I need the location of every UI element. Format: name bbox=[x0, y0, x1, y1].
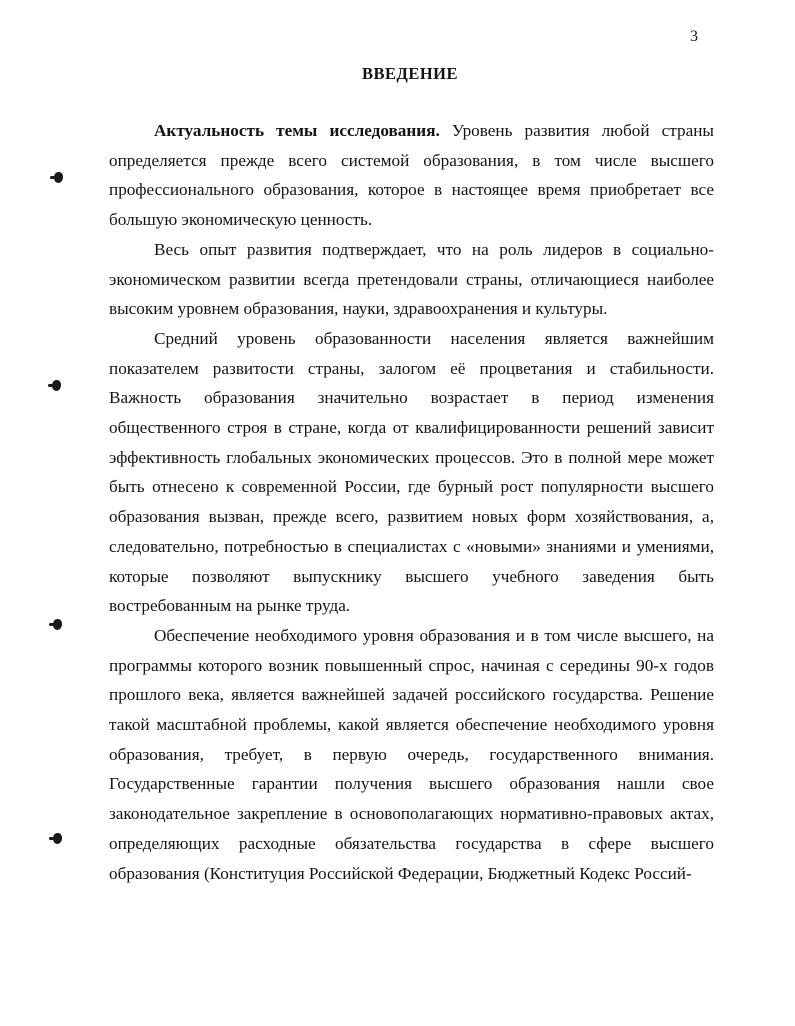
paragraph-1 bbox=[109, 116, 714, 235]
punch-hole-mark bbox=[53, 833, 62, 844]
paragraph-3 bbox=[109, 324, 714, 621]
section-heading: ВВЕДЕНИЕ bbox=[361, 64, 459, 83]
paragraph-lead: Актуальность темы исследования. bbox=[154, 121, 440, 140]
paragraph-2 bbox=[109, 235, 714, 324]
body-text bbox=[109, 116, 714, 888]
punch-hole-mark bbox=[52, 380, 61, 391]
page-number: 3 bbox=[690, 28, 698, 45]
paragraph-text: Обеспечение необходимого уровня образования и в том числе высшего, на программы которого возник повышенный спрос, начиная с середины 90-х годов прошлого века, является важнейшей задачей российского государства. Решение такой масштабной проблемы, какой является обеспечение необходимого уровня образования, требует, в первую очередь, государственного внимания. Государственные гарантии получения высшего образования нашли свое законодательное закрепление в основополагающих нормативно-правовых актах, определяющих расходные обязательства государства в сфере высшего образования (Конституция Российской Федерации, Бюджетный Кодекс Россий- bbox=[109, 625, 714, 883]
paragraph-text: Весь опыт развития подтверждает, что на роль лидеров в социально-экономическом развитии всегда претендовали страны, отличающиеся наиболее высоким уровнем образования, науки, здравоохранения и культуры. bbox=[109, 239, 714, 319]
paragraph-text: Средний уровень образованности населения является важнейшим показателем развитости страны, залогом её процветания и стабильности. Важность образования значительно возрастает в период изменения общественного строя в стране, когда от квалифицированности решений зависит эффективность глобальных экономических процессов. Это в полной мере может быть отнесено к современной России, где бурный рост популярности высшего образования вызван, прежде всего, развитием новых форм хозяйствования, а, следовательно, потребностью в специалистах с «новыми» знаниями и умениями, которые позволяют выпускнику высшего учебного заведения быть востребованным на рынке труда. bbox=[109, 328, 714, 616]
punch-hole-mark bbox=[53, 619, 62, 630]
punch-hole-mark bbox=[54, 172, 63, 183]
paragraph-4 bbox=[109, 621, 714, 888]
paragraph-text: Уровень развития любой страны определяется прежде всего системой образования, в том числе высшего профессионального образования, которое в настоящее время приобретает все большую экономическую ценность. bbox=[109, 121, 714, 230]
